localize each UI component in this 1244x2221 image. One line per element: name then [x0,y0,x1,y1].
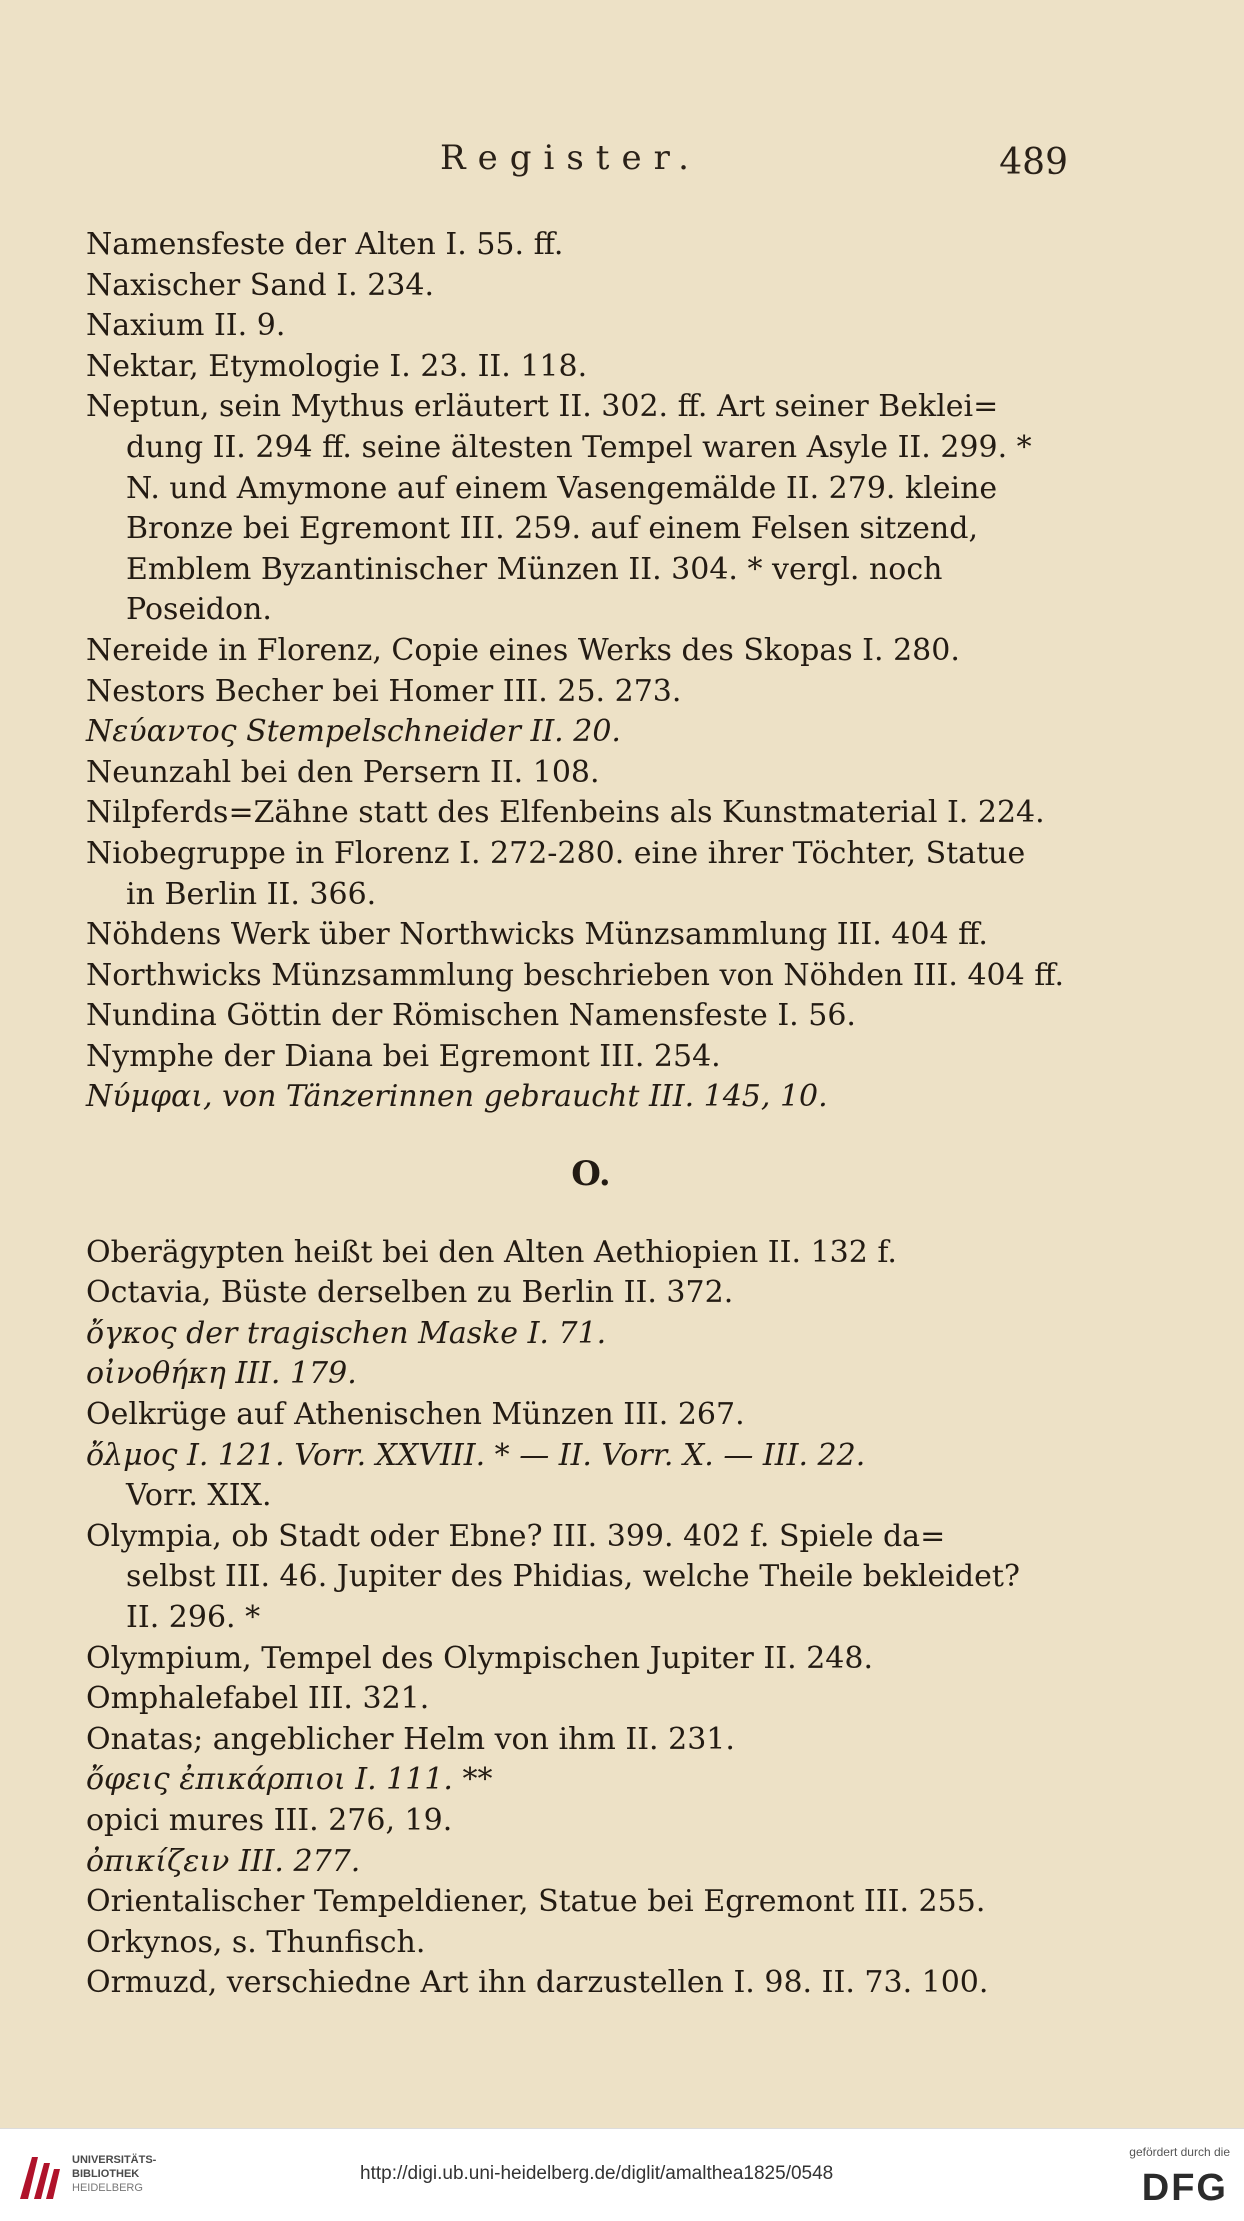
dfg-logo[interactable]: DFG [1141,2167,1228,2209]
index-entry: Nestors Becher bei Homer III. 25. 273. [86,673,682,709]
index-entry: Nymphe der Diana bei Egremont III. 254. [86,1038,721,1074]
index-entry: Νεύαντος Stempelschneider II. 20. [86,714,621,750]
index-entry: Vorr. XIX. [126,1478,272,1514]
index-entry: Emblem Byzantinischer Münzen II. 304. * vergl. noch [126,551,943,587]
library-name-line: UNIVERSITÄTS- [72,2154,157,2166]
index-entry: Nektar, Etymologie I. 23. II. 118. [86,348,588,384]
index-entry: Omphalefabel III. 321. [86,1681,430,1717]
index-entry: οἰνοθήκη III. 179. [86,1356,357,1392]
index-entries [86,225,1096,2004]
index-entry: Olympium, Tempel des Olympischen Jupiter II. 248. [86,1640,874,1676]
library-name[interactable] [72,2153,212,2195]
index-entry: Onatas; angeblicher Helm von ihm II. 231. [86,1721,735,1757]
index-entry: ὀπικίζειν III. 277. [86,1843,361,1879]
index-entry: Naxium II. 9. [86,308,286,344]
index-entry: Neunzahl bei den Persern II. 108. [86,754,600,790]
heidelberg-library-logo-icon[interactable] [14,2149,62,2205]
index-entry: Oberägypten heißt bei den Alten Aethiopien II. 132 f. [86,1234,897,1270]
funder-note: gefördert durch die [1129,2145,1230,2159]
index-entry: Nundina Göttin der Römischen Namensfeste I. 56. [86,998,856,1034]
index-entry: Ormuzd, verschiedne Art ihn darzustellen I. 98. II. 73. 100. [86,1965,989,2001]
library-name-line: HEIDELBERG [72,2182,143,2194]
section-heading: O. [571,1154,611,1195]
index-entry: ὄφεις ἐπικάρπιοι I. 111. ** [86,1762,493,1798]
footer-bar [0,2128,1244,2221]
index-entry: selbst III. 46. Jupiter des Phidias, welche Theile bekleidet? [126,1559,1020,1595]
index-entry: Nilpferds=Zähne statt des Elfenbeins als Kunstmaterial I. 224. [86,795,1045,831]
index-entry: Neptun, sein Mythus erläutert II. 302. ff. Art seiner Beklei= [86,389,999,425]
index-entry: Northwicks Münzsammlung beschrieben von Nöhden III. 404 ff. [86,957,1065,993]
index-entry: ὄλμος I. 121. Vorr. XXVIII. * — II. Vorr. X. — III. 22. [86,1437,866,1473]
index-entry: Orkynos, s. Thunfisch. [86,1924,426,1960]
index-entry: Niobegruppe in Florenz I. 272-280. eine ihrer Töchter, Statue [86,835,1026,871]
source-url-link[interactable]: http://digi.ub.uni-heidelberg.de/diglit/amalthea1825/0548 [360,2163,834,2184]
page-number: 489 [999,142,1068,183]
index-entry: Naxischer Sand I. 234. [86,267,435,303]
index-entry: dung II. 294 ff. seine ältesten Tempel waren Asyle II. 299. * [126,429,1032,465]
index-entry: Octavia, Büste derselben zu Berlin II. 372. [86,1275,734,1311]
index-entry: ὄγκος der tragischen Maske I. 71. [86,1315,607,1351]
index-entry: Nöhdens Werk über Northwicks Münzsammlung III. 404 ff. [86,917,988,953]
index-entry: Nereide in Florenz, Copie eines Werks des Skopas I. 280. [86,632,960,668]
index-entry: Νύμφαι, von Tänzerinnen gebraucht III. 145, 10. [86,1079,828,1115]
index-entry: opici mures III. 276, 19. [86,1802,453,1838]
index-entry: N. und Amymone auf einem Vasengemälde II. 279. kleine [126,470,998,506]
index-entry: Namensfeste der Alten I. 55. ff. [86,227,564,262]
index-entry: Olympia, ob Stadt oder Ebne? III. 399. 402 f. Spiele da= [86,1518,946,1554]
index-entry: Poseidon. [126,592,272,628]
index-entry: Orientalischer Tempeldiener, Statue bei Egremont III. 255. [86,1884,986,1920]
index-entry: Oelkrüge auf Athenischen Münzen III. 267. [86,1397,745,1433]
index-entry: Bronze bei Egremont III. 259. auf einem Felsen sitzend, [126,511,978,547]
index-entry: II. 296. * [126,1600,261,1635]
index-entry: in Berlin II. 366. [126,876,377,912]
running-head [0,138,1244,188]
library-name-line: BIBLIOTHEK [72,2168,140,2180]
running-head-title: Register. [440,138,701,178]
